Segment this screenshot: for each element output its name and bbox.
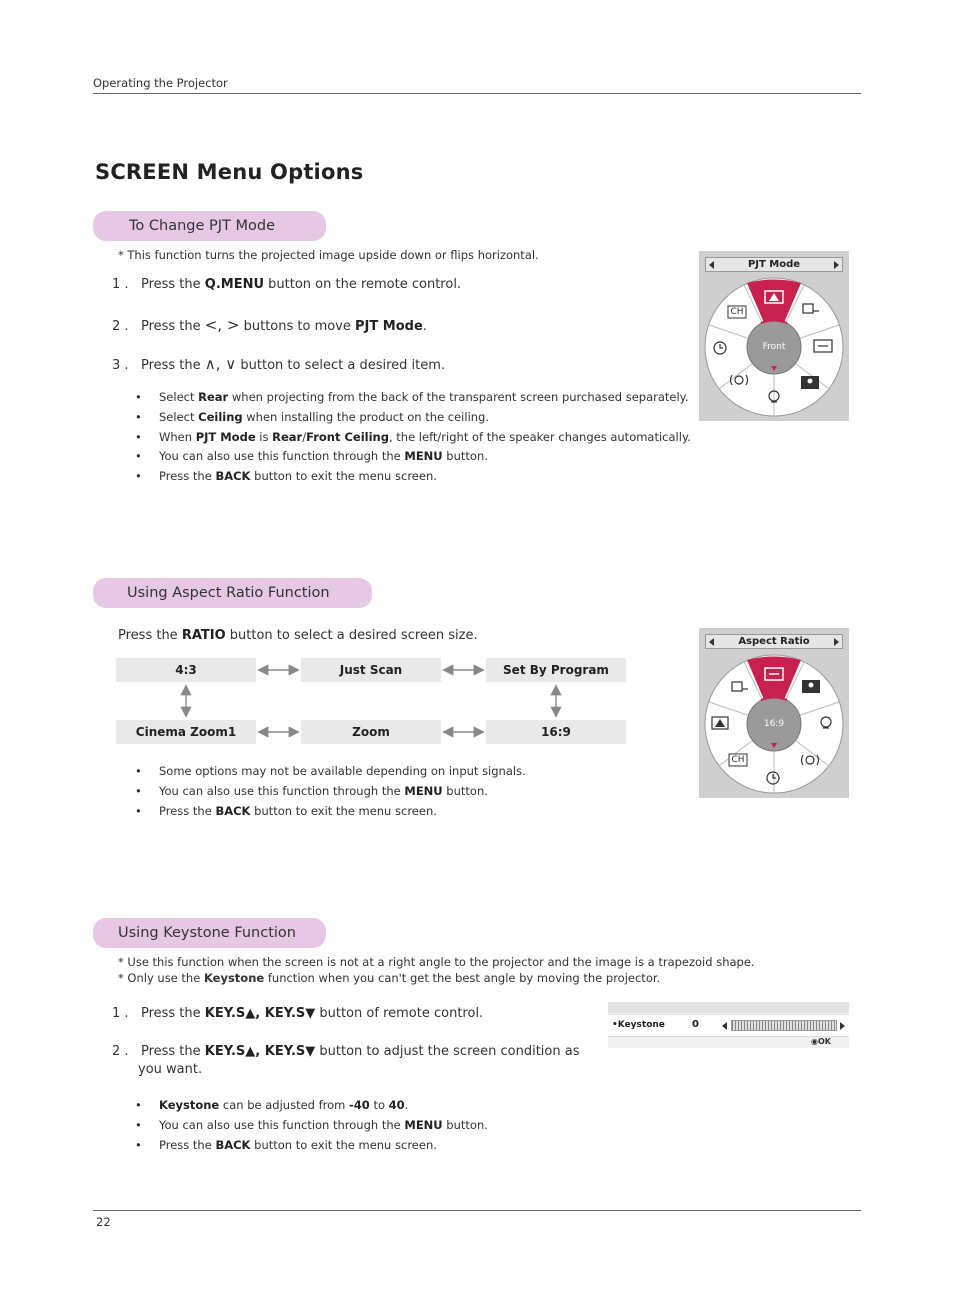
pjt-section-heading: To Change PJT Mode <box>93 211 326 241</box>
aspect-ratio-menu-panel <box>699 628 849 798</box>
pjt-mode-menu-panel <box>699 251 849 421</box>
keystone-osd-panel <box>608 1002 849 1048</box>
keystone-note-2: * Only use the Keystone function when you can't get the best angle by moving the projector. <box>118 971 661 985</box>
running-header: Operating the Projector <box>93 76 228 90</box>
keystone-step-2: 2 . Press the KEY.S▲, KEY.S▼ button to adjust the screen condition as <box>112 1044 580 1059</box>
keystone-section-heading: Using Keystone Function <box>93 918 326 948</box>
footer-rule <box>93 1210 861 1211</box>
keystone-bullet-list <box>135 1096 595 1155</box>
picture-icon <box>802 680 820 693</box>
pjt-mode-current-value: Front <box>762 342 786 352</box>
list-item: • You can also use this function through the MENU button. <box>135 782 675 802</box>
list-item: • Press the BACK button to exit the menu screen. <box>135 467 700 487</box>
keystone-osd-topbar <box>608 1002 849 1013</box>
aspect-option-just-scan: Just Scan <box>301 658 441 682</box>
list-item: • Press the BACK button to exit the menu screen. <box>135 802 675 822</box>
list-item: • Select Ceiling when installing the product on the ceiling. <box>135 408 700 428</box>
page-title: SCREEN Menu Options <box>95 160 364 184</box>
keystone-note-1: * Use this function when the screen is not at a right angle to the projector and the image is a trapezoid shape. <box>118 955 755 969</box>
list-item: • Press the BACK button to exit the menu screen. <box>135 1136 595 1156</box>
pjt-mode-menu-title: PJT Mode <box>747 259 801 270</box>
aspect-option-zoom: Zoom <box>301 720 441 744</box>
header-rule <box>93 93 861 94</box>
list-item: • Select Rear when projecting from the back of the transparent screen purchased separately. <box>135 388 700 408</box>
arrow-left-icon[interactable] <box>722 1022 727 1030</box>
aspect-intro: Press the RATIO button to select a desired screen size. <box>118 628 478 643</box>
list-item: • When PJT Mode is Rear/Front Ceiling, the left/right of the speaker changes automatically. <box>135 428 700 448</box>
ok-hint: ◉OK <box>811 1037 831 1046</box>
aspect-option-16-9: 16:9 <box>486 720 626 744</box>
list-item: • Some options may not be available depending on input signals. <box>135 762 675 782</box>
ch-label: CH <box>731 755 745 765</box>
pjt-step-2: 2 . Press the <, > buttons to move PJT Mode. <box>112 316 427 334</box>
ch-label: CH <box>730 307 744 317</box>
keystone-value: 0 <box>692 1019 699 1030</box>
aspect-option-set-by-program: Set By Program <box>486 658 626 682</box>
keystone-slider[interactable] <box>731 1020 837 1031</box>
page-number: 22 <box>96 1215 111 1229</box>
list-item: • Keystone can be adjusted from -40 to 40. <box>135 1096 595 1116</box>
pjt-step-1: 1 . Press the Q.MENU button on the remote control. <box>112 277 462 292</box>
arrow-right-icon[interactable] <box>840 1022 845 1030</box>
keystone-step-2-cont: you want. <box>138 1062 203 1077</box>
picture-icon <box>801 376 819 389</box>
pjt-step-3: 3 . Press the ∧, ∨ button to select a desired item. <box>112 355 446 373</box>
keystone-label: •Keystone <box>612 1020 665 1030</box>
cycle-arrows <box>116 658 626 744</box>
keystone-step-1: 1 . Press the KEY.S▲, KEY.S▼ button of remote control. <box>112 1006 484 1021</box>
aspect-option-4-3: 4:3 <box>116 658 256 682</box>
aspect-bullet-list <box>135 762 675 821</box>
pjt-bullet-list <box>135 388 700 487</box>
aspect-section-heading: Using Aspect Ratio Function <box>93 578 372 608</box>
list-item: • You can also use this function through the MENU button. <box>135 447 700 467</box>
list-item: • You can also use this function through the MENU button. <box>135 1116 595 1136</box>
aspect-option-cinema-zoom1: Cinema Zoom1 <box>116 720 256 744</box>
aspect-ratio-menu-title: Aspect Ratio <box>738 636 810 647</box>
aspect-ratio-current-value: 16:9 <box>763 719 785 729</box>
pjt-note: * This function turns the projected image upside down or flips horizontal. <box>118 248 539 262</box>
keystone-osd-row[interactable] <box>608 1014 849 1037</box>
